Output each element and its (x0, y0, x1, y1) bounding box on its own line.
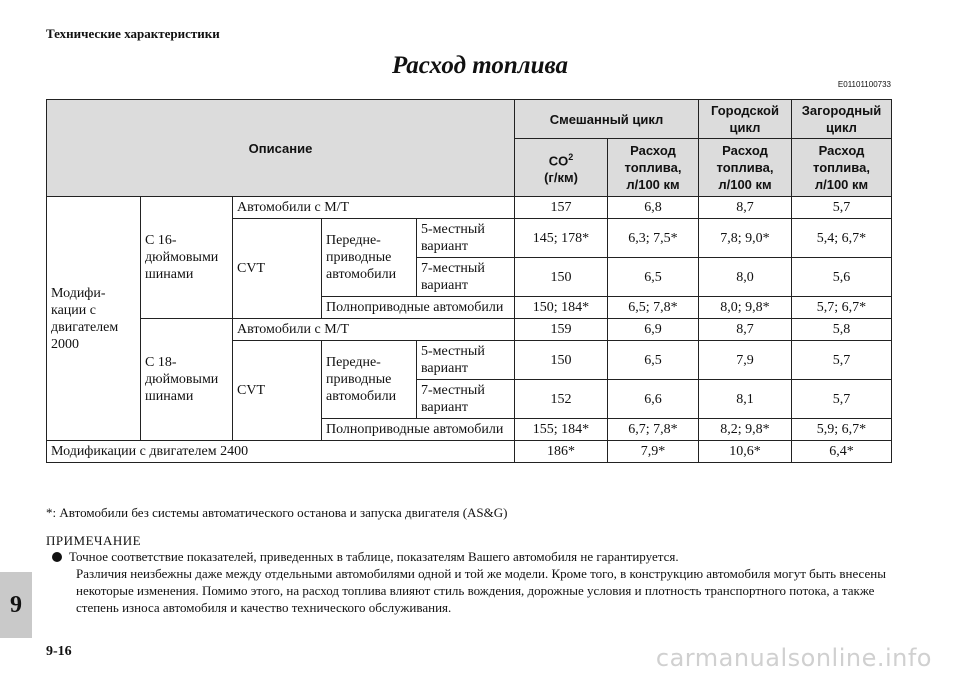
table-cell: 8,7 (699, 197, 792, 219)
table-cell: 7,9 (699, 341, 792, 380)
note-line-1: Точное соответствие показателей, приведенных в таблице, показателям Вашего автомобиля не гарантируется. (69, 549, 679, 564)
table-cell: 8,1 (699, 380, 792, 419)
table-cell: 6,5; 7,8* (608, 297, 699, 319)
note-body (46, 548, 896, 616)
table-cell: 6,5 (608, 258, 699, 297)
table-cell: 155; 184* (515, 419, 608, 441)
table-cell: 152 (515, 380, 608, 419)
table-cell: 6,5 (608, 341, 699, 380)
table-cell: 8,7 (699, 319, 792, 341)
document-code: E01101100733 (837, 80, 891, 89)
chapter-tab: 9 (0, 572, 32, 638)
table-cell: 8,0 (699, 258, 792, 297)
label-seat-5: 5-местный вариант (417, 219, 515, 258)
section-header: Технические характеристики (46, 26, 220, 41)
label-seat-7: 7-местный вариант (417, 258, 515, 297)
note-line-2: Различия неизбежны даже между отдельными автомобилями одной и той же модели. Кроме того, в конструкцию автомобиля могут быть внесены некоторые изменения. Помимо этого, на расход топлива влияют стиль вождения, дорожные условия и плотность транспортного потока, а также степень износа автомобиля и качество технического обслуживания. (76, 566, 886, 615)
table-cell: 5,7 (792, 341, 892, 380)
label-seat-7: 7-местный вариант (417, 380, 515, 419)
label-mods-2000: Модифи-кации с двигателем 2000 (47, 197, 141, 441)
label-fwd: Передне-приводные автомобили (322, 219, 417, 297)
table-cell: 159 (515, 319, 608, 341)
table-cell: 6,8 (608, 197, 699, 219)
table-cell: 5,7 (792, 197, 892, 219)
label-tires-16: С 16-дюймовыми шинами (141, 197, 233, 319)
table-cell: 8,0; 9,8* (699, 297, 792, 319)
header-co2: $CO^2$ (г/км) (515, 139, 608, 197)
table-cell: 157 (515, 197, 608, 219)
label-awd: Полноприводные автомобили (322, 297, 515, 319)
header-extra-urban: Загородный цикл (792, 100, 892, 139)
table-cell: 5,6 (792, 258, 892, 297)
label-awd: Полноприводные автомобили (322, 419, 515, 441)
table-cell: 6,3; 7,5* (608, 219, 699, 258)
table-cell: 5,4; 6,7* (792, 219, 892, 258)
header-consumption-urban: Расход топлива, л/100 км (699, 139, 792, 197)
label-seat-5: 5-местный вариант (417, 341, 515, 380)
bullet-icon (52, 552, 62, 562)
table-cell: 8,2; 9,8* (699, 419, 792, 441)
watermark: carmanualsonline.info (655, 644, 932, 672)
header-consumption-combined: Расход топлива, л/100 км (608, 139, 699, 197)
table-cell: 150 (515, 258, 608, 297)
header-urban: Городской цикл (699, 100, 792, 139)
table-cell: 186* (515, 441, 608, 463)
table-cell: 6,6 (608, 380, 699, 419)
table-cell: 10,6* (699, 441, 792, 463)
table-cell: 6,9 (608, 319, 699, 341)
table-cell: 145; 178* (515, 219, 608, 258)
label-mt: Автомобили с M/T (233, 319, 515, 341)
table-cell: 7,9* (608, 441, 699, 463)
label-cvt: CVT (233, 341, 322, 441)
table-cell: 5,8 (792, 319, 892, 341)
page-number: 9-16 (46, 644, 72, 659)
header-description: Описание (47, 100, 515, 197)
label-mt: Автомобили с M/T (233, 197, 515, 219)
header-combined: Смешанный цикл (515, 100, 699, 139)
label-tires-18: С 18-дюймовыми шинами (141, 319, 233, 441)
label-mods-2400: Модификации с двигателем 2400 (47, 441, 515, 463)
table-cell: 5,7 (792, 380, 892, 419)
table-cell: 6,4* (792, 441, 892, 463)
footnote: *: Автомобили без системы автоматического останова и запуска двигателя (AS&G) (46, 505, 508, 520)
note-title: ПРИМЕЧАНИЕ (46, 533, 142, 548)
table-cell: 150; 184* (515, 297, 608, 319)
page-title: Расход топлива (391, 52, 569, 79)
table-cell: 5,7; 6,7* (792, 297, 892, 319)
header-consumption-extra-urban: Расход топлива, л/100 км (792, 139, 892, 197)
table-cell: 150 (515, 341, 608, 380)
label-cvt: CVT (233, 219, 322, 319)
table-cell: 7,8; 9,0* (699, 219, 792, 258)
table-cell: 5,9; 6,7* (792, 419, 892, 441)
fuel-consumption-table (46, 99, 892, 463)
table-cell: 6,7; 7,8* (608, 419, 699, 441)
label-fwd: Передне-приводные автомобили (322, 341, 417, 419)
